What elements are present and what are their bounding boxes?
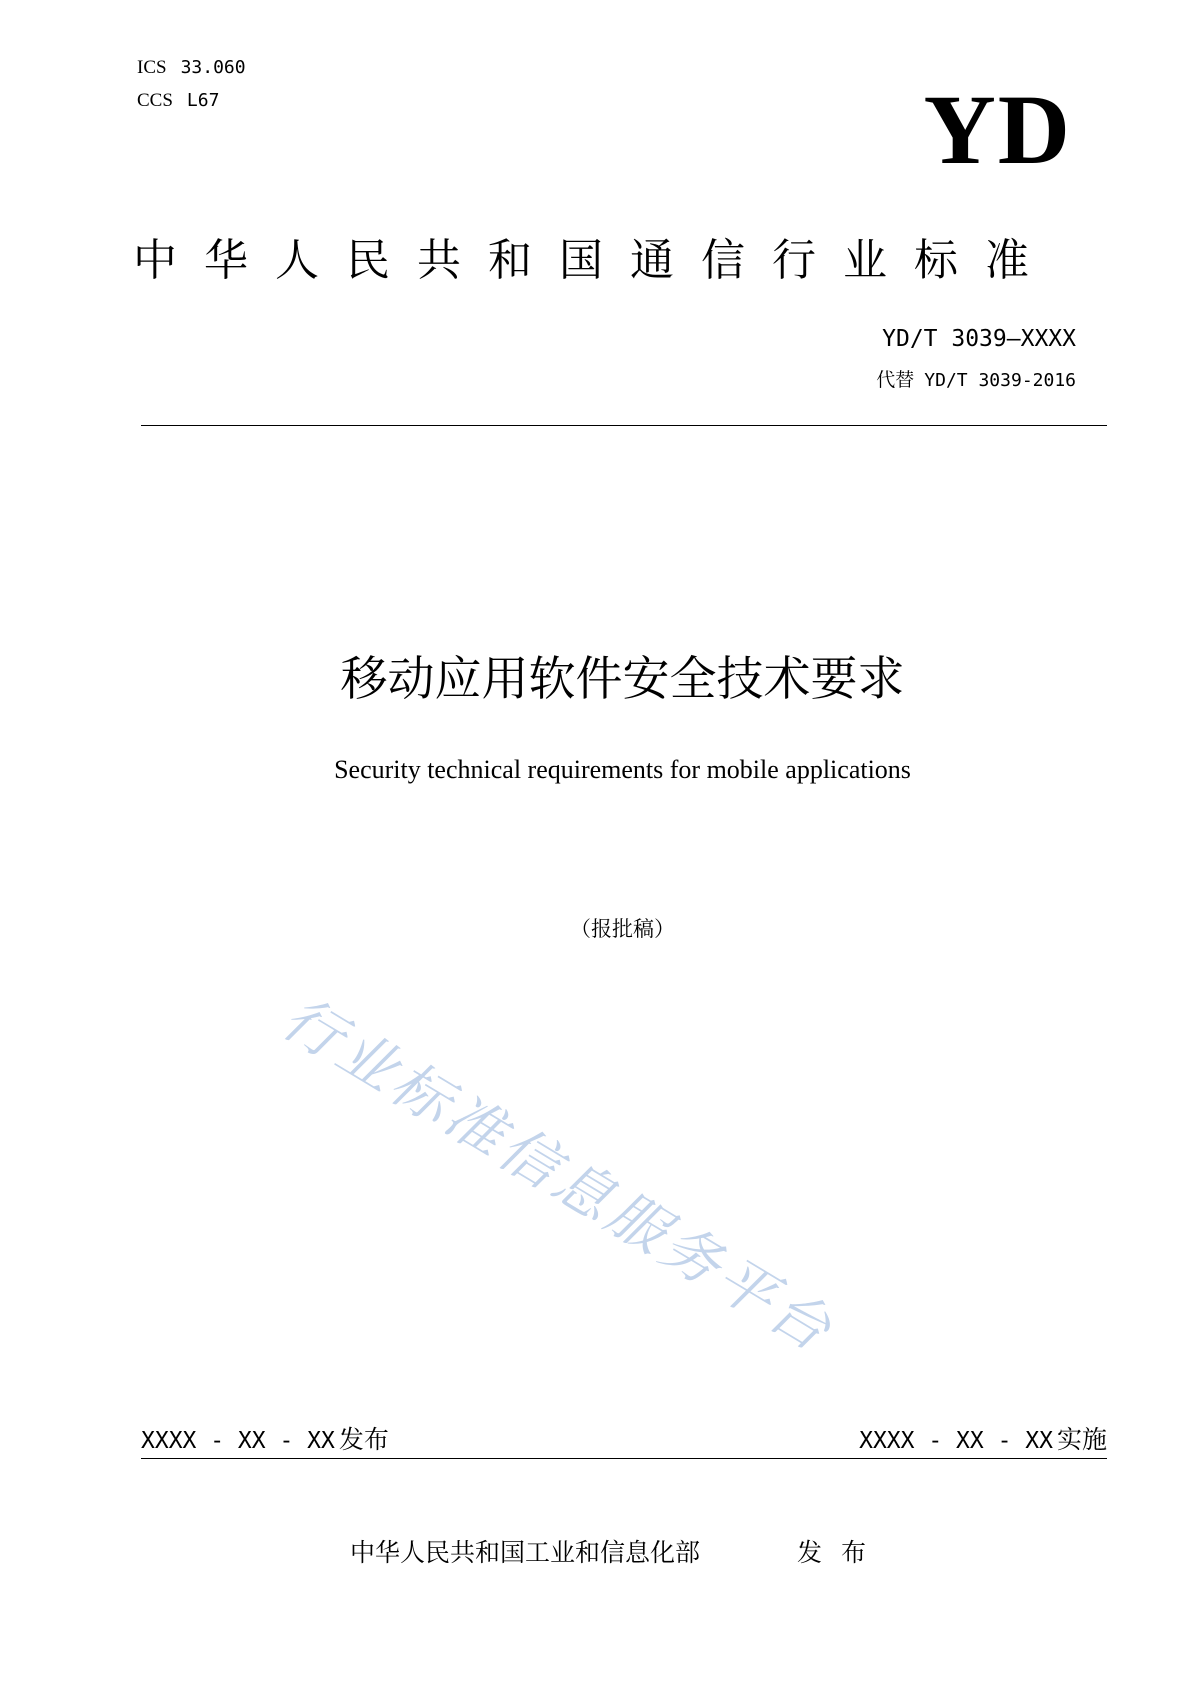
document-title-english: Security technical requirements for mobile applications <box>334 755 911 784</box>
issue-date <box>141 1420 389 1456</box>
bottom-divider <box>141 1458 1107 1459</box>
ics-code: 33.060 <box>180 57 246 78</box>
draft-stage-label: （报批稿） <box>570 917 675 941</box>
ccs-code: L67 <box>186 90 220 111</box>
ccs-classification <box>137 90 219 112</box>
implement-date-value: XXXX - XX - XX <box>859 1428 1053 1454</box>
ccs-label: CCS <box>137 90 173 111</box>
implement-date <box>859 1420 1107 1456</box>
yd-logo: YD <box>923 74 1072 185</box>
ics-classification <box>137 57 246 79</box>
document-title-chinese: 移动应用软件安全技术要求 <box>340 652 905 707</box>
issue-date-value: XXXX - XX - XX <box>141 1428 335 1454</box>
standard-category-title: 中华人民共和国通信行业标准 <box>133 235 1056 286</box>
implement-date-label: 实施 <box>1056 1425 1107 1454</box>
replaces-label: 代替 <box>876 369 915 391</box>
publisher: 中华人民共和国工业和信息化部 <box>350 1538 701 1567</box>
issue-date-label: 发布 <box>338 1425 389 1454</box>
replaces-line <box>876 365 1076 392</box>
ics-label: ICS <box>137 57 167 78</box>
publish-label: 发布 <box>797 1538 886 1567</box>
top-divider <box>141 425 1107 426</box>
replaces-number: YD/T 3039-2016 <box>924 370 1076 391</box>
watermark: 行业标准信息服务平台 <box>271 983 847 1367</box>
standard-number: YD/T 3039—XXXX <box>882 326 1076 352</box>
